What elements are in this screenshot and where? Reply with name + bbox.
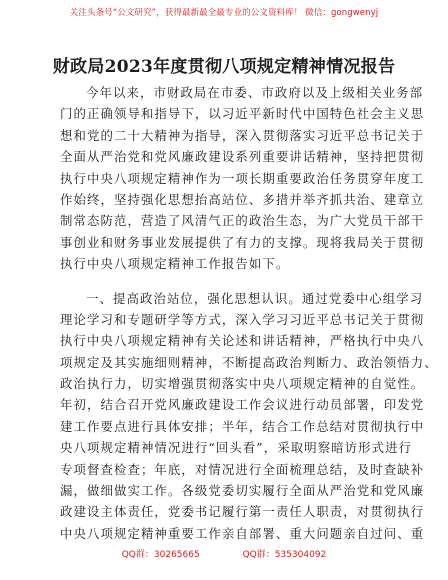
text-line: 专项督查检查；年底，对情况进行全面梳理总结，及时查缺补: [60, 461, 425, 477]
paragraph-intro: [60, 82, 425, 275]
text-line: 想和党的二十大精神为指导，深入贯彻落实习近平总书记关于: [60, 127, 425, 143]
contact-footer: [0, 547, 448, 560]
text-line: 制常态防范，营造了风清气正的政治生态，为广大党员干部干: [60, 213, 425, 229]
text-line: 年初，结合召开党风廉政建设工作会议进行动员部署，印发党: [60, 397, 425, 413]
qq-group-1: QQ群：30265665: [121, 550, 200, 560]
text-line: 项规定及其实施细则精神，不断提高政治判断力、政治领悟力、: [60, 354, 438, 370]
text-line: 今年以来，市财政局在市委、市政府以及上级相关业务部: [86, 85, 424, 100]
text-line: 执行中央八项规定精神工作报告如下。: [60, 256, 290, 272]
text-line: 理论学习和专题研学等方式，深入学习习近平总书记关于贯彻: [60, 311, 425, 327]
text-line: 建工作要点进行具体安排；半年，结合工作总结对贯彻执行中: [60, 418, 425, 434]
text-line: 政建设主体责任，党委书记履行第一责任人职责，对贯彻执行: [60, 504, 425, 520]
text-line: 政治执行力，切实增强贯彻落实中央八项规定精神的自觉性。: [60, 376, 425, 392]
text-line: 执行中央八项规定精神作为一项长期重要政治任务贯穿年度工: [60, 170, 425, 186]
text-line: 中央八项规定精神重要工作亲自部署、重大问题亲自过问、重: [60, 525, 425, 541]
text-line: 作始终，坚持强化思想抬高站位、多措并举齐抓共治、建章立: [60, 191, 425, 207]
text-line: 门的正确领导和指导下，以习近平新时代中国特色社会主义思: [60, 106, 425, 122]
paragraph-section-one: [60, 288, 438, 545]
document-body: [60, 82, 438, 544]
qq-group-2: QQ群：535304092: [242, 550, 327, 560]
text-line: 全面从严治党和党风廉政建设系列重要讲话精神，坚持把贯彻: [60, 149, 425, 165]
text-line: 央八项规定精神情况进行“回头看”，采取明察暗访形式进行: [60, 440, 413, 456]
text-line: 一、提高政治站位，强化思想认识。通过党委中心组学习: [86, 290, 424, 306]
text-line: 漏，做细做实工作。各级党委切实履行全面从严治党和党风廉: [60, 483, 425, 499]
text-line: 事创业和财务事业发展提供了有力的支撑。现将我局关于贯彻: [60, 234, 425, 250]
document-title: 财政局2023年度贯彻八项规定精神情况报告: [52, 57, 396, 77]
promo-banner: 关注头条号“公文研究”，获得最新最全最专业的公文资料库！ 微信：gongwenyj: [69, 8, 379, 18]
text-line: 执行中央八项规定精神有关论述和讲话精神，严格执行中央八: [60, 333, 425, 349]
